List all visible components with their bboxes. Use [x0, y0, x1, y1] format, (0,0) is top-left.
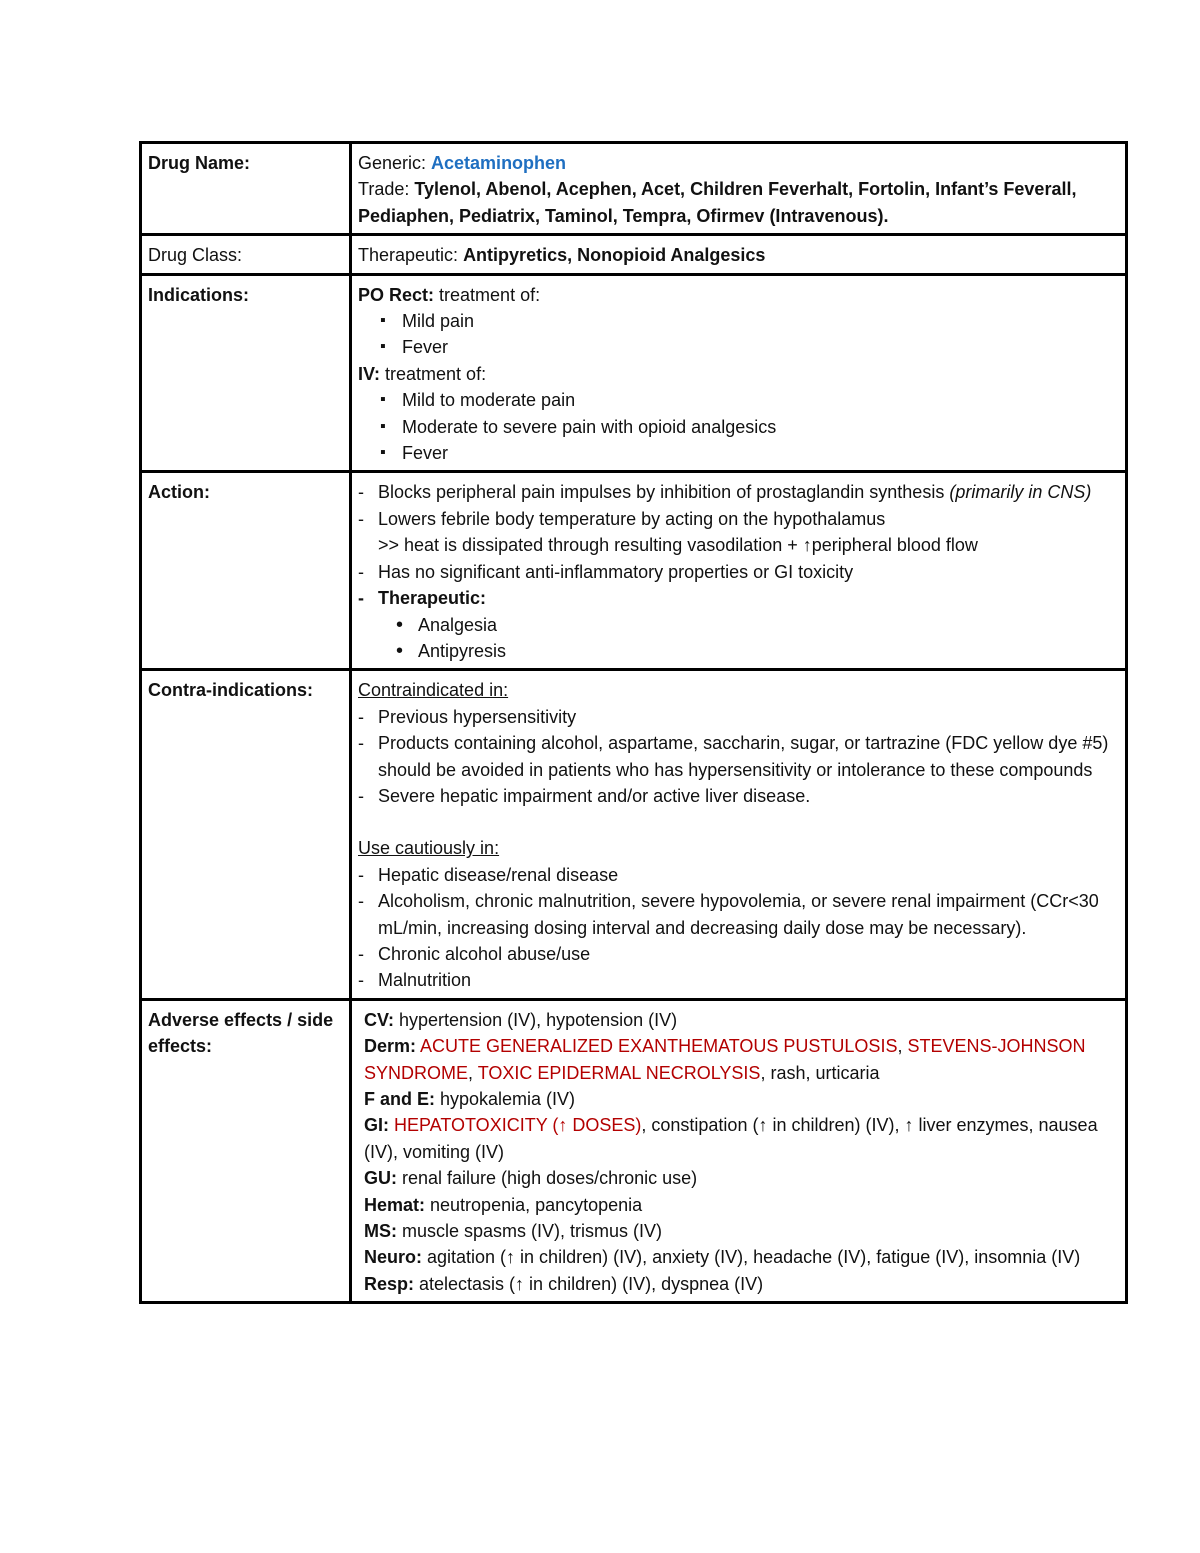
list-item: - Has no significant anti-inflammatory properties or GI toxicity [358, 559, 1119, 585]
list-item: ▪ Moderate to severe pain with opioid analgesics [358, 414, 1119, 440]
list-item [358, 479, 1119, 505]
action-item-1-note: (primarily in CNS) [949, 482, 1092, 503]
adverse-hemat: Hemat: neutropenia, pancytopenia [364, 1194, 643, 1215]
list-item: • Antipyresis [358, 638, 1119, 664]
list-item: - Therapeutic: [358, 585, 1119, 611]
list-item: - Previous hypersensitivity [358, 704, 1119, 730]
action-list [358, 479, 1119, 611]
row-drug-class [141, 235, 1127, 274]
therapeutic-label: Therapeutic: [358, 245, 464, 266]
therapeutic-effects-list [358, 612, 1119, 665]
drug-name-label: Drug Name: [141, 143, 351, 235]
po-text: treatment of: [434, 284, 541, 305]
iv-list [358, 387, 1119, 466]
indications-content [351, 274, 1127, 472]
adverse-neuro: Neuro: agitation (↑ in children) (IV), anxiety (IV), headache (IV), fatigue (IV), insomnia (IV) [364, 1247, 1081, 1268]
adverse-gu: GU: renal failure (high doses/chronic use) [364, 1168, 698, 1189]
list-item: • Analgesia [358, 612, 1119, 638]
list-item: ▪ Fever [358, 440, 1119, 466]
adverse-effects-label: Adverse effects / side effects: [141, 999, 351, 1302]
drug-class-label: Drug Class: [141, 235, 351, 274]
list-item: - Hepatic disease/renal disease [358, 862, 1119, 888]
generic-label: Generic: [358, 153, 432, 173]
row-contraindications [141, 670, 1127, 999]
adverse-ms: MS: muscle spasms (IV), trismus (IV) [364, 1221, 663, 1242]
adverse-derm: Derm: ACUTE GENERALIZED EXANTHEMATOUS PUSTULOSIS, STEVENS-JOHNSON SYNDROME, TOXIC EPIDERMAL NECROLYSIS, rash, urticaria [364, 1036, 1086, 1083]
action-item-1: Blocks peripheral pain impulses by inhibition of prostaglandin synthesis [378, 482, 950, 503]
action-item-2-cont: >> heat is dissipated through resulting vasodilation + ↑peripheral blood flow [378, 535, 978, 556]
generic-value: Acetaminophen [431, 153, 567, 173]
iv-label: IV: [358, 363, 381, 384]
drug-class-content [351, 235, 1127, 274]
trade-value: Tylenol, Abenol, Acephen, Acet, Children Feverhalt, Fortolin, Infant’s Feverall, Pediaphen, Pediatrix, Taminol, Tempra, Ofirmev (Intravenous). [358, 179, 1077, 226]
list-item [358, 506, 1119, 559]
contraindicated-heading: Contraindicated in: [358, 680, 509, 701]
contraindicated-list [358, 704, 1119, 810]
caution-list [358, 862, 1119, 994]
row-adverse-effects [141, 999, 1127, 1302]
action-item-2: Lowers febrile body temperature by acting on the hypothalamus [378, 508, 886, 529]
adverse-cv: CV: hypertension (IV), hypotension (IV) [364, 1009, 678, 1030]
therapeutic-value: Antipyretics, Nonopioid Analgesics [463, 245, 766, 266]
list-item: ▪ Fever [358, 334, 1119, 360]
po-list [358, 308, 1119, 361]
row-action [141, 472, 1127, 670]
trade-label: Trade: [358, 179, 415, 200]
drug-card-table [139, 141, 1128, 1304]
list-item: - Malnutrition [358, 967, 1119, 993]
contraindications-content [351, 670, 1127, 999]
list-item: - Products containing alcohol, aspartame, saccharin, sugar, or tartrazine (FDC yellow dye #5) should be avoided in patients who has hypersensitivity or intolerance to these compounds [358, 730, 1119, 783]
list-item: - Chronic alcohol abuse/use [358, 941, 1119, 967]
adverse-effects-content [351, 999, 1127, 1302]
action-label: Action: [141, 472, 351, 670]
adverse-fe: F and E: hypokalemia (IV) [364, 1089, 576, 1109]
list-item: - Severe hepatic impairment and/or active liver disease. [358, 783, 1119, 809]
row-drug-name [141, 143, 1127, 235]
list-item: - Alcoholism, chronic malnutrition, severe hypovolemia, or severe renal impairment (CCr<30 mL/min, increasing dosing interval and decreasing daily dose may be necessary). [358, 888, 1119, 941]
spacer [358, 809, 1119, 835]
list-item: ▪ Mild pain [358, 308, 1119, 334]
action-content [351, 472, 1127, 670]
contraindications-label: Contra-indications: [141, 670, 351, 999]
row-indications [141, 274, 1127, 472]
indications-label: Indications: [141, 274, 351, 472]
po-label: PO Rect: [358, 284, 435, 305]
adverse-gi: GI: HEPATOTOXICITY (↑ DOSES), constipation (↑ in children) (IV), ↑ liver enzymes, nausea (IV), vomiting (IV) [364, 1115, 1098, 1162]
list-item: ▪ Mild to moderate pain [358, 387, 1119, 413]
drug-name-content [351, 143, 1127, 235]
adverse-resp: Resp: atelectasis (↑ in children) (IV), dyspnea (IV) [364, 1273, 764, 1294]
caution-heading: Use cautiously in: [358, 838, 500, 859]
iv-text: treatment of: [380, 363, 487, 384]
